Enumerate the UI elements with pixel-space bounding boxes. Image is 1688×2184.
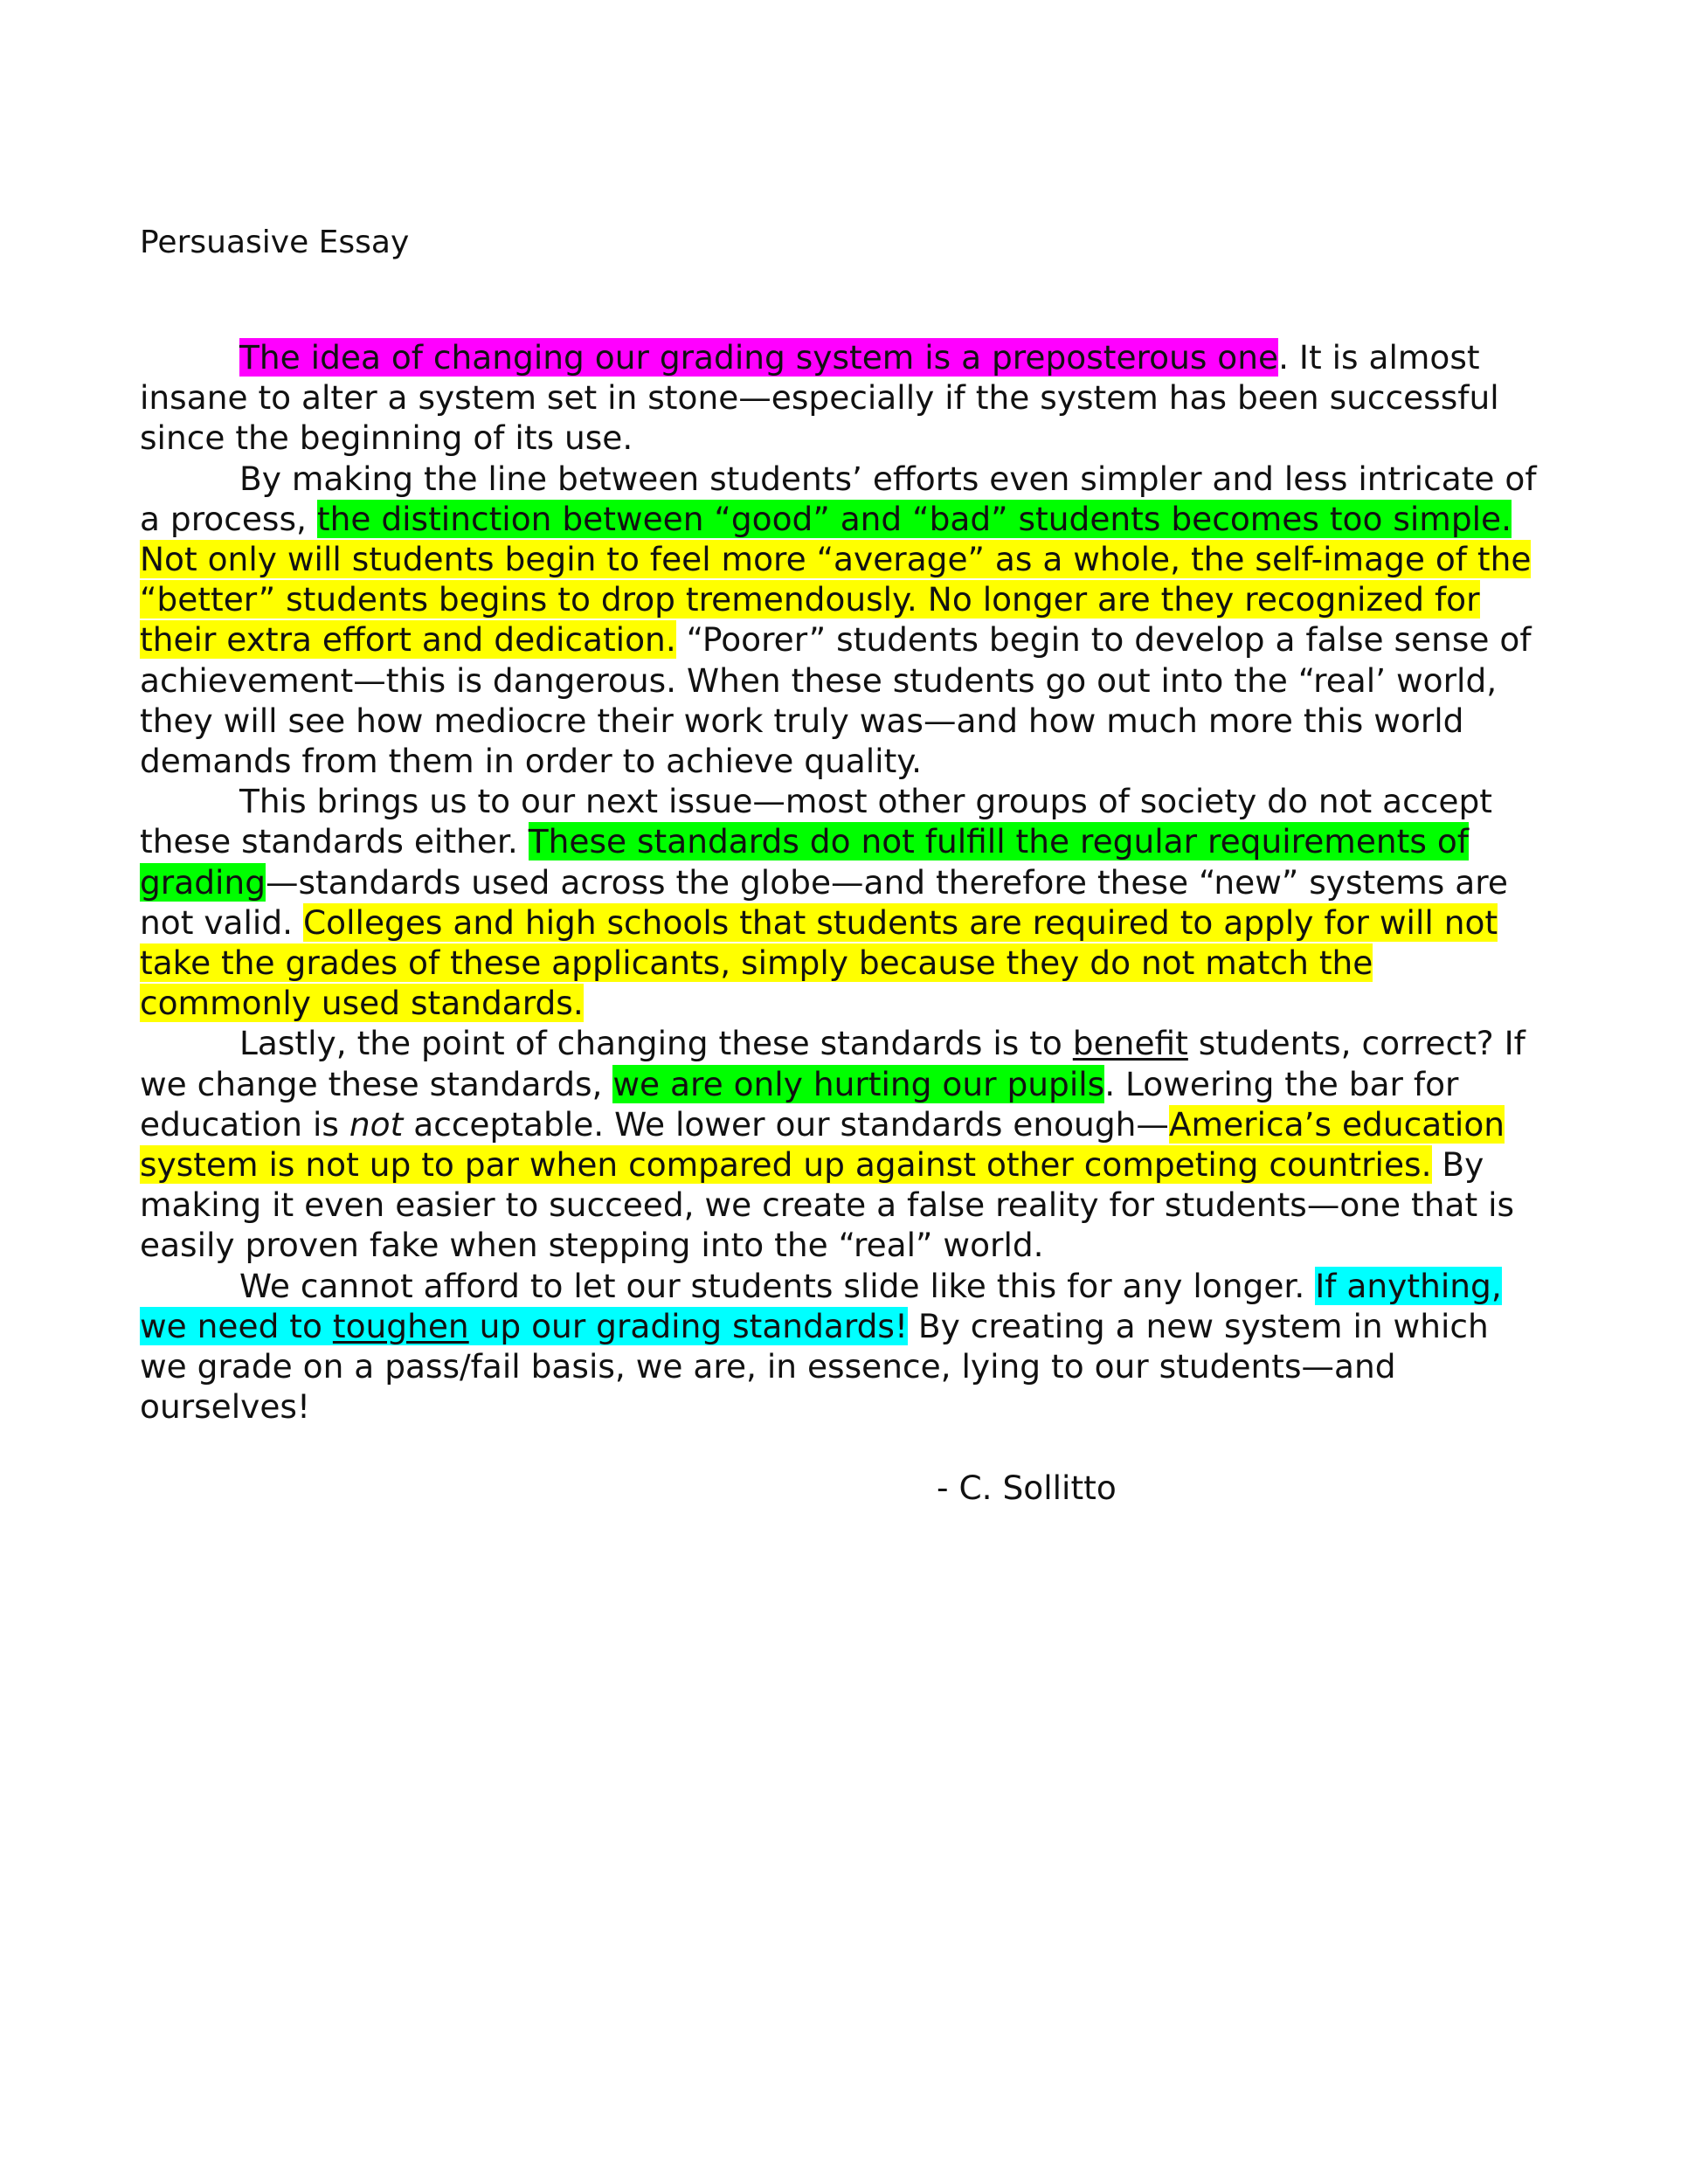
cyan-highlighted-text: toughen bbox=[332, 1306, 469, 1345]
text-segment: By making the line between students’ efforts even simpler and less intricate of a process, bbox=[140, 459, 1537, 538]
paragraph-1 bbox=[140, 337, 1539, 459]
italic-text: not bbox=[349, 1104, 404, 1144]
text-segment: Lastly, the point of changing these standards is to bbox=[239, 1024, 1073, 1063]
green-highlighted-text: These standards do not fulfill the regular requirements of grading bbox=[140, 822, 1469, 902]
author-signature: - C. Sollitto bbox=[937, 1469, 1117, 1507]
text-segment: This brings us to our next issue—most other groups of society do not accept these standards either. bbox=[140, 782, 1492, 861]
underlined-text: benefit bbox=[1072, 1024, 1188, 1063]
text-segment: We cannot afford to let our students slide like this for any longer. bbox=[239, 1266, 1316, 1305]
paragraph-3 bbox=[140, 781, 1539, 1023]
text-segment: . Lowering the bar for education is bbox=[140, 1064, 1459, 1144]
cyan-highlighted-text: If anything, we need to bbox=[140, 1266, 1502, 1345]
text-segment: —standards used across the globe—and therefore these “new” systems are not valid. bbox=[140, 862, 1508, 942]
paragraph-5 bbox=[140, 1266, 1539, 1427]
text-segment: students, correct? If we change these standards, bbox=[140, 1024, 1525, 1103]
yellow-highlighted-text: America’s education system is not up to par when compared up against other competing countries. bbox=[140, 1104, 1505, 1185]
green-highlighted-text: we are only hurting our pupils bbox=[612, 1064, 1105, 1103]
page-title: Persuasive Essay bbox=[140, 225, 410, 260]
text-segment: By creating a new system in which we grade on a pass/fail basis, we are, in essence, lying to our students—and ourselves! bbox=[140, 1306, 1489, 1427]
text-segment: acceptable. We lower our standards enough— bbox=[403, 1104, 1169, 1144]
yellow-highlighted-text: Colleges and high schools that students are required to apply for will not take the grades of these applicants, simply because they do not match the commonly used standards. bbox=[140, 902, 1498, 1023]
green-highlighted-text: the distinction between “good” and “bad” students becomes too simple. bbox=[316, 499, 1512, 538]
paragraph-2 bbox=[140, 459, 1539, 782]
text-segment: By making it even easier to succeed, we create a false reality for students—one that is easily proven fake when stepping into the “real” world. bbox=[140, 1145, 1515, 1265]
text-segment: . It is almost insane to alter a system set in stone—especially if the system has been successful since the beginning of its use. bbox=[140, 338, 1499, 458]
magenta-highlighted-text: The idea of changing our grading system is a preposterous one bbox=[239, 338, 1279, 377]
text-segment: “Poorer” students begin to develop a false sense of achievement—this is dangerous. When these students go out into the “real’ world, they will see how mediocre their work truly was—and how much more this world demands from them in order to achieve quality. bbox=[140, 620, 1532, 781]
yellow-highlighted-text: Not only will students begin to feel more “average” as a whole, the self-image of the “better” students begins to drop tremendously. No longer are they recognized for their extra effort and dedication. bbox=[140, 540, 1532, 660]
cyan-highlighted-text: up our grading standards! bbox=[468, 1306, 908, 1345]
essay-body bbox=[140, 337, 1539, 1427]
paragraph-4 bbox=[140, 1023, 1539, 1265]
